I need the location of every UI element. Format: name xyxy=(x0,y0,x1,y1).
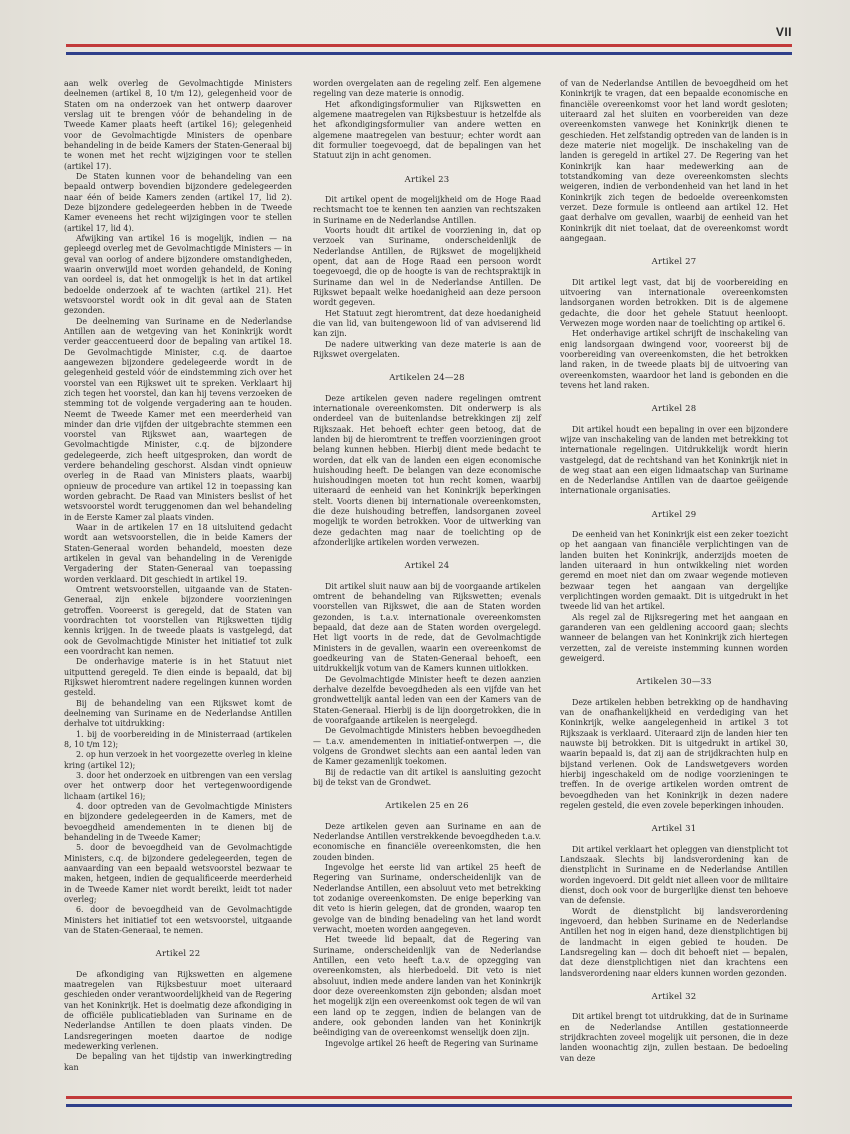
section-heading: Artikel 27 xyxy=(651,257,697,268)
flag-stripe-bottom xyxy=(66,1096,792,1110)
paragraph: Ingevolge artikel 26 heeft de Regering van Suriname xyxy=(325,1038,539,1048)
section-heading: Artikel 31 xyxy=(651,824,697,835)
paragraph: De Gevolmachtigde Ministers hebben bevoegdheden — t.a.v. amendementen in initiatief-ontwerpen —, die volgens de Grondwet slechts aan een aantal leden van de Kamer gezamenlijk toekomen. xyxy=(313,726,541,767)
text-column-middle xyxy=(313,79,541,1049)
paragraph: Wordt de dienstplicht bij landsverordening ingevoerd, dan hebben Suriname en de Nederlandse Antillen het nog in eigen hand, deze dienstplichtigen bij de landmacht in eigen gebied te houden. De Landsregeling kan — doch dit behoeft niet — bepalen, dat deze dienstplichtigen niet dan krachtens een landsverordening naar elders kunnen worden gezonden. xyxy=(560,906,788,978)
flag-stripe-top xyxy=(66,44,792,58)
paragraph: Het tweede lid bepaalt, dat de Regering van Suriname, onderscheidenlijk van de Nederlandse Antillen, een veto heeft t.a.v. de opzegging van overeenkomsten, als hierbedoeld. Dit veto is niet absoluut, indien mede andere landen van het Koninkrijk door deze overeenkomsten zijn gebonden; alsdan moet het mogelijk zijn een overeenkomst ook tegen de wil van een land op te zeggen, indien de belangen van de andere, ook gebonden landen van het Koninkrijk beëindiging van de overeenkomst wenselijk doen zijn. xyxy=(313,935,541,1038)
paragraph: Dit artikel verklaart het opleggen van dienstplicht tot Landszaak. Slechts bij landsverordening kan de dienstplicht in Suriname en de Nederlandse Antillen worden ingevoerd. Dit geldt niet alleen voor de militaire dienst, doch ook voor de burgerlijke dienst ten behoeve van de defensie. xyxy=(560,844,788,906)
paragraph: 4. door optreden van de Gevolmachtigde Ministers en bijzondere gedelegeerden in de Kamers, met de bevoegdheid amendementen in te dienen bij de behandeling in de Tweede Kamer; xyxy=(64,801,292,842)
paragraph: Deze artikelen geven aan Suriname en aan de Nederlandse Antillen verstrekkende bevoegdheden t.a.v. economische en financiële overeenkomsten, die hen zouden binden. xyxy=(313,821,541,862)
paragraph: De afkondiging van Rijkswetten en algemene maatregelen van Rijksbestuur moet uiteraard geschieden onder verantwoordelijkheid van de Regering van het Koninkrijk. Het is doelmatig deze afkondiging in de officiële publicatiebladen van Suriname en de Nederlandse Antillen te doen plaats vinden. De Landsregeringen moeten daartoe de nodige medewerking verlenen. xyxy=(64,969,292,1051)
section-heading: Artikel 24 xyxy=(404,561,450,572)
paragraph: aan welk overleg de Gevolmachtigde Ministers deelnemen (artikel 8, 10 t/m 12), gelegenheid voor de Staten om na onderzoek van het ontwerp daarover verslag uit te brengen vóór de behandeling in de Tweede Kamer plaats heeft (artikel 16); gelegenheid voor de Gevolmachtigde Ministers de openbare behandeling in de beide Kamers der Staten-Generaal bij te wonen met het recht wijzigingen voor te stellen (artikel 17). xyxy=(64,79,292,171)
paragraph: De nadere uitwerking van deze materie is aan de Rijkswet overgelaten. xyxy=(313,339,541,359)
paragraph: Ingevolge het eerste lid van artikel 25 heeft de Regering van Suriname, onderscheidenlijk van de Nederlandse Antillen, een absoluut veto met betrekking tot zodanige overeenkomsten. De enige beperking van dit veto is hierin gelegen, dat de gronden, waarop ten gevolge van de binding benadeling van het land wordt verwacht, moeten worden aangegeven. xyxy=(313,862,541,934)
paragraph: Het onderhavige artikel schrijft de inschakeling van enig landsorgaan dwingend voor, vooreerst bij de voorbereiding van overeenkomsten, die het betrokken land raken, in de tweede plaats bij de uitvoering van overeenkomsten, waardoor het land is gebonden en die tevens het land raken. xyxy=(560,329,788,390)
paragraph: Dit artikel legt vast, dat bij de voorbereiding en uitvoering van internationale overeenkomsten landsorganen worden betrokken. Dit is de algemene gedachte, die door het gehele Statuut heenloopt. Verwezen moge worden naar de toelichting op artikel 6. xyxy=(560,277,788,328)
paragraph: Waar in de artikelen 17 en 18 uitsluitend gedacht wordt aan wetsvoorstellen, die in beide Kamers der Staten-Generaal worden behandeld, moesten deze artikelen in geval van behandeling in de Verenigde Vergadering der Staten-Generaal van toepassing worden verklaard. Dit geschiedt in artikel 19. xyxy=(64,523,292,584)
paragraph: De Staten kunnen voor de behandeling van een bepaald ontwerp bovendien bijzondere gedelegeerden naar één of beide Kamers zenden (artikel 17, lid 2). Deze bijzondere gedelegeerden hebben in de Tweede Kamer eveneens het recht wijzigingen voor te stellen (artikel 17, lid 4). xyxy=(64,171,292,233)
page-number: VII xyxy=(775,25,792,39)
paragraph: 6. door de bevoegdheid van de Gevolmachtigde Ministers het initiatief tot een wetsvoorstel, uitgaande van de Staten-Generaal, te nemen. xyxy=(64,905,292,935)
paragraph: Dit artikel houdt een bepaling in over een bijzondere wijze van inschakeling van de landen met betrekking tot internationale regelingen. Uitdrukkelijk wordt hierin vastgelegd, dat de rechtshand van het Koninkrijk niet in de weg staat aan een eigen lidmaatschap van Suriname en de Nederlandse Antillen van de daartoe geëigende internationale organisaties. xyxy=(560,424,788,496)
paragraph: 5. door de bevoegdheid van de Gevolmachtigde Ministers, c.q. de bijzondere gedelegeerden, tegen de aanvaarding van een bepaald wetsvoorstel bezwaar te maken, hetgeen, indien de gequalificeerde meerderheid in de Tweede Kamer niet wordt bereikt, leidt tot nader overleg; xyxy=(64,843,292,904)
paragraph: Het Statuut zegt hieromtrent, dat deze hoedanigheid die van lid, van buitengewoon lid of van adviserend lid kan zijn. xyxy=(313,308,541,339)
paragraph: Deze artikelen geven nadere regelingen omtrent internationale overeenkomsten. Dit onderwerp is als onderdeel van de buitenlandse betrekkingen zij zelf Rijkszaak. Het behoeft echter geen betoog, dat de landen bij de hieromtrent te treffen voorzieningen groot belang kunnen hebben. Hierbij dient mede bedacht te worden, dat elk van de landen een eigen economische huishouding heeft. De belangen van deze economische huishoudingen moeten tot hun recht komen, waarbij uiteraard de eenheid van het Koninkrijk beperkingen stelt. Voorts dienen bij internationale overeenkomsten, die deze huishouding betreffen, landsorganen zoveel mogelijk te worden betrokken. Voor de uitwerking van deze gedachten mag naar de toelichting op de afzonderlijke artikelen worden verwezen. xyxy=(313,393,541,548)
text-column-right xyxy=(560,79,788,1064)
section-heading: Artikel 32 xyxy=(651,991,697,1002)
paragraph: Dit artikel brengt tot uitdrukking, dat de in Suriname en de Nederlandse Antillen gestationneerde strijdkrachten zoveel mogelijk uit personen, die in deze landen woonachtig zijn, zullen bestaan. De bedoeling van deze xyxy=(560,1012,788,1063)
text-column-left xyxy=(64,79,292,1073)
paragraph: 2. op hun verzoek in het voorgezette overleg in kleine kring (artikel 12); xyxy=(64,750,292,770)
paragraph: 1. bij de voorbereiding in de Ministerraad (artikelen 8, 10 t/m 12); xyxy=(64,729,292,749)
paragraph: worden overgelaten aan de regeling zelf. Een algemene regeling van deze materie is onnodig. xyxy=(313,79,541,99)
paragraph: Het afkondigingsformulier van Rijkswetten en algemene maatregelen van Rijksbestuur is hetzelfde als het afkondigingsformulier van andere wetten en algemene maatregelen van bestuur; echter wordt aan dit formulier toegevoegd, dat de bepalingen van het Statuut zijn in acht genomen. xyxy=(313,99,541,161)
paragraph: De Gevolmachtigde Minister heeft te dezen aanzien derhalve dezelfde bevoegdheden als een vijfde van het grondwettelijk aantal leden van een der Kamers van de Staten-Generaal. Hierbij is de lijn doorgetrokken, die in de voorafgaande artikelen is neergelegd. xyxy=(313,674,541,726)
section-heading: Artikelen 24—28 xyxy=(389,373,465,384)
paragraph: of van de Nederlandse Antillen de bevoegdheid om het Koninkrijk te vragen, dat een bepaalde economische en financiële overeenkomst voor het land wordt gesloten; uiteraard zal het sluiten en voorbereiden van deze overeenkomsten vanwege het Koninkrijk dienen te geschieden. Het zelfstandig optreden van de landen is in deze materie niet mogelijk. De inschakeling van de landen is geregeld in artikel 27. De Regering van het Koninkrijk kan haar medewerking aan de totstandkoming van deze overeenkomsten slechts weigeren, indien de verbondenheid van het land in het Koninkrijk zich tegen de bedoelde overeenkomsten verzet. Deze formule is ontleend aan artikel 12. Het gaat derhalve om gevallen, waarbij de eenheid van het Koninkrijk dit niet toelaat, dat de overeenkomst wordt aangegaan. xyxy=(560,79,788,243)
paragraph: Bij de redactie van dit artikel is aansluiting gezocht bij de tekst van de Grondwet. xyxy=(313,767,541,788)
paragraph: Deze artikelen hebben betrekking op de handhaving van de onafhankelijkheid en verdediging van het Koninkrijk, welke aangelegenheid in artikel 3 tot Rijkszaak is verklaard. Uiteraard zijn de landen hier ten nauwste bij betrokken. Dit is uitgedrukt in artikel 30, waarin bepaald is, dat zij aan de strijdkrachten hulp en bijstand verlenen. Ook de Landswetgevers worden hierbij ingeschakeld om de nodige voorzieningen te treffen. In de overige artikelen worden omtrent de bevoegdheden van het Koninkrijk in dezen nadere regelen gesteld, die even zovele beperkingen inhouden. xyxy=(560,697,788,811)
paragraph: Dit artikel sluit nauw aan bij de voorgaande artikelen omtrent de behandeling van Rijkswetten; evenals voorstellen van Rijkswet, die aan de Staten worden gezonden, is t.a.v. internationale overeenkomsten bepaald, dat deze aan de Staten worden overgelegd. Het ligt voorts in de rede, dat de Gevolmachtigde Ministers in de gevallen, waarin een overeenkomst de goedkeuring van de Staten-Generaal behoeft, een uitdrukkelijk votum van de Kamers kunnen uitlokken. xyxy=(313,581,541,674)
paragraph: De eenheid van het Koninkrijk eist een zeker toezicht op het aangaan van financiële verplichtingen van de landen buiten het Koninkrijk, anderzijds moeten de landen uiteraard in hun ontwikkeling niet worden geremd en moet niet dan om zwaar wegende motieven bezwaar tegen het aangaan van dergelijke verplichtingen worden gemaakt. Dit is uitgedrukt in het tweede lid van het artikel. xyxy=(560,530,788,612)
paragraph: Afwijking van artikel 16 is mogelijk, indien — na gepleegd overleg met de Gevolmachtigde Ministers — in geval van oorlog of andere bijzondere omstandigheden, waarin onverwijld moet worden gehandeld, de Koning van oordeel is, dat het onmogelijk is het in dat artikel bedoelde onderzoek af te wachten (artikel 21). Het wetsvoorstel wordt ook in dit geval aan de Staten gezonden. xyxy=(64,233,292,316)
paragraph: Omtrent wetsvoorstellen, uitgaande van de Staten-Generaal, zijn enkele bijzondere voorzieningen getroffen. Vooreerst is geregeld, dat de Staten van voordrachten tot voorstellen van Rijkswetten tijdig kennis krijgen. In de tweede plaats is vastgelegd, dat ook de Gevolmachtigde Minister het initiatief tot zulk een voordracht kan nemen. xyxy=(64,585,292,657)
section-heading: Artikel 28 xyxy=(651,404,697,415)
paragraph: Bij de behandeling van een Rijkswet komt de deelneming van Suriname en de Nederlandse Antillen derhalve tot uitdrukking: xyxy=(64,698,292,729)
paragraph: 3. door het onderzoek en uitbrengen van een verslag over het ontwerp door het vertegenwoordigende lichaam (artikel 16); xyxy=(64,770,292,801)
section-heading: Artikel 22 xyxy=(155,949,201,960)
section-heading: Artikel 23 xyxy=(404,174,450,185)
section-heading: Artikel 29 xyxy=(651,509,697,520)
paragraph: De bepaling van het tijdstip van inwerkingtreding kan xyxy=(64,1052,292,1072)
section-heading: Artikelen 30—33 xyxy=(636,677,712,688)
paragraph: De deelneming van Suriname en de Nederlandse Antillen aan de wetgeving van het Koninkrijk wordt verder geaccentueerd door de bepaling van artikel 18. De Gevolmachtigde Minister, c.q. de daartoe aangewezen bijzondere gedelegeerde wordt in de gelegenheid gesteld vóór de eindstemming zich over het voorstel van een Rijkswet uit te spreken. Verklaart hij zich tegen het voorstel, dan kan hij tevens verzoeken de stemming tot de volgende vergadering aan te houden. Neemt de Tweede Kamer met een meerderheid van minder dan drie vijfden der uitgebrachte stemmen een voorstel van Rijkswet aan, waartegen de Gevolmachtigde Minister, c.q. de bijzondere gedelegeerde, zich heeft uitgesproken, dan wordt de verdere behandeling geschorst. Alsdan vindt opnieuw overleg in de Raad van Ministers plaats, waarbij opnieuw de procedure van artikel 12 in toepassing kan worden gebracht. De Raad van Ministers beslist of het wetsvoorstel wordt teruggenomen dan wel behandeling in de Eerste Kamer zal plaats vinden. xyxy=(64,316,292,522)
paragraph: Voorts houdt dit artikel de voorziening in, dat op verzoek van Suriname, onderscheidenlijk de Nederlandse Antillen, de Rijkswet de mogelijkheid opent, dat aan de Hoge Raad een persoon wordt toegevoegd, die op de hoogte is van de rechtspraktijk in Suriname dan wel in de Nederlandse Antillen. De Rijkswet bepaalt welke hoedanigheid aan deze persoon wordt gegeven. xyxy=(313,225,541,308)
paragraph: Als regel zal de Rijksregering met het aangaan en garanderen van een geldlening accoord gaan; slechts wanneer de belangen van het Koninkrijk zich hiertegen verzetten, zal de vereiste instemming kunnen worden geweigerd. xyxy=(560,612,788,664)
paragraph: De onderhavige materie is in het Statuut niet uitputtend geregeld. Te dien einde is bepaald, dat bij Rijkswet hieromtrent nadere regelingen kunnen worden gesteld. xyxy=(64,657,292,698)
paragraph: Dit artikel opent de mogelijkheid om de Hoge Raad rechtsmacht toe te kennen ten aanzien van rechtszaken in Suriname en de Nederlandse Antillen. xyxy=(313,194,541,225)
section-heading: Artikelen 25 en 26 xyxy=(385,801,469,812)
